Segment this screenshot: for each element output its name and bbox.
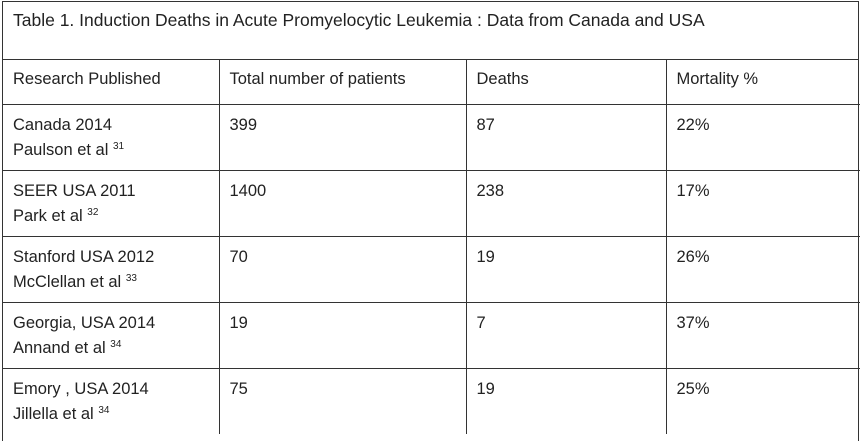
study-cell [3, 170, 219, 236]
study-name: SEER USA 2011 [13, 181, 136, 200]
mortality-cell: 26% [666, 236, 860, 302]
study-name: Georgia, USA 2014 [13, 313, 156, 332]
study-name: Stanford USA 2012 [13, 247, 155, 266]
author-name: Park et al [13, 206, 83, 225]
study-name: Canada 2014 [13, 115, 113, 134]
table-caption: Table 1. Induction Deaths in Acute Promyelocytic Leukemia : Data from Canada and USA [3, 2, 858, 60]
author-name: Annand et al [13, 338, 106, 357]
patients-cell: 70 [219, 236, 466, 302]
study-name: Emory , USA 2014 [13, 379, 149, 398]
author-name: McClellan et al [13, 272, 122, 291]
column-header-mortality: Mortality % [666, 60, 860, 104]
reference-number: 32 [87, 206, 99, 218]
mortality-cell: 22% [666, 104, 860, 170]
column-header-patients: Total number of patients [219, 60, 466, 104]
study-author [13, 138, 219, 163]
deaths-cell: 7 [466, 302, 666, 368]
study-cell [3, 236, 219, 302]
data-table [2, 1, 859, 441]
table-row [3, 302, 860, 368]
table-row [3, 170, 860, 236]
study-cell [3, 368, 219, 434]
patients-cell: 399 [219, 104, 466, 170]
deaths-cell: 19 [466, 368, 666, 434]
table-header-row [3, 60, 860, 104]
study-author [13, 402, 219, 427]
table-grid [3, 60, 860, 434]
study-author [13, 336, 219, 361]
study-cell [3, 302, 219, 368]
reference-number: 31 [113, 140, 125, 152]
patients-cell: 19 [219, 302, 466, 368]
mortality-cell: 25% [676, 379, 710, 398]
table-row [3, 368, 860, 434]
study-cell [3, 104, 219, 170]
column-header-deaths: Deaths [466, 60, 666, 104]
study-author [13, 270, 219, 295]
author-name: Jillella et al [13, 404, 94, 423]
patients-cell: 75 [219, 368, 466, 434]
table-row [3, 104, 860, 170]
deaths-cell: 238 [466, 170, 666, 236]
study-author [13, 204, 219, 229]
reference-number: 33 [125, 272, 137, 284]
mortality-cell: 37% [666, 302, 860, 368]
table-row [3, 236, 860, 302]
reference-number: 34 [98, 404, 110, 416]
deaths-cell: 19 [466, 236, 666, 302]
mortality-cell: 17% [666, 170, 860, 236]
author-name: Paulson et al [13, 140, 109, 159]
reference-number: 34 [110, 338, 122, 350]
patients-cell: 1400 [219, 170, 466, 236]
column-header-research: Research Published [3, 60, 219, 104]
deaths-cell: 87 [466, 104, 666, 170]
